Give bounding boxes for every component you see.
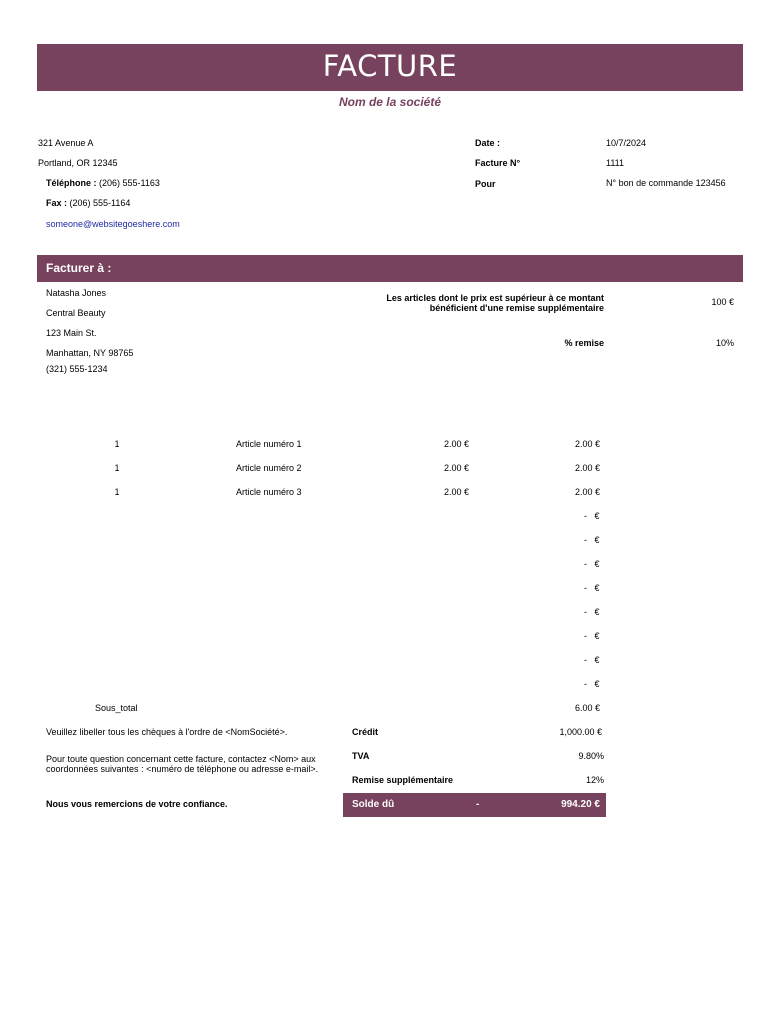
item-line-total: 2.00 € bbox=[574, 463, 600, 473]
empty-dash: - bbox=[584, 679, 587, 689]
empty-row-total bbox=[584, 655, 600, 665]
balance-due-value: 994.20 € bbox=[561, 799, 600, 810]
discount-threshold-label bbox=[340, 293, 604, 313]
subtotal-label: Sous_total bbox=[95, 703, 138, 713]
empty-currency: € bbox=[594, 655, 600, 665]
empty-currency: € bbox=[594, 559, 600, 569]
balance-due-dash: - bbox=[476, 799, 480, 810]
item-description: Article numéro 3 bbox=[236, 487, 302, 497]
extra-discount-label: Remise supplémentaire bbox=[352, 775, 454, 785]
contact-note-line-2: coordonnées suivantes : <numéro de téléphone ou adresse e-mail>. bbox=[46, 764, 319, 774]
phone-value: (206) 555-1163 bbox=[99, 178, 160, 188]
bill-to-street: 123 Main St. bbox=[46, 328, 97, 338]
subtotal-value: 6.00 € bbox=[574, 703, 600, 713]
credit-label: Crédit bbox=[352, 727, 379, 737]
discount-threshold-value: 100 € bbox=[711, 297, 734, 307]
empty-currency: € bbox=[594, 607, 600, 617]
item-unit-price: 2.00 € bbox=[443, 487, 469, 497]
empty-row-total bbox=[584, 511, 600, 521]
for-label: Pour bbox=[475, 179, 496, 189]
company-name: Nom de la société bbox=[338, 95, 442, 109]
empty-dash: - bbox=[584, 607, 587, 617]
invoice-number-label: Facture N° bbox=[475, 158, 521, 168]
contact-note bbox=[46, 754, 318, 774]
tva-label: TVA bbox=[352, 751, 370, 761]
sender-fax bbox=[46, 198, 130, 208]
extra-discount-value: 12% bbox=[585, 775, 604, 785]
item-line-total: 2.00 € bbox=[574, 487, 600, 497]
balance-due-label: Solde dû bbox=[352, 799, 395, 810]
empty-row-total bbox=[584, 559, 600, 569]
empty-row-total bbox=[584, 535, 600, 545]
item-qty: 1 bbox=[114, 487, 120, 497]
bill-to-heading: Facturer à : bbox=[46, 261, 112, 275]
fax-label: Fax : bbox=[46, 198, 68, 208]
discount-percent-label: % remise bbox=[564, 338, 604, 348]
empty-currency: € bbox=[594, 631, 600, 641]
date-label: Date : bbox=[475, 138, 501, 148]
item-qty: 1 bbox=[114, 463, 120, 473]
phone-label: Téléphone : bbox=[46, 178, 97, 188]
empty-dash: - bbox=[584, 631, 587, 641]
item-unit-price: 2.00 € bbox=[443, 439, 469, 449]
credit-value: 1,000.00 € bbox=[559, 727, 602, 737]
empty-dash: - bbox=[584, 511, 587, 521]
item-description: Article numéro 1 bbox=[236, 439, 302, 449]
empty-dash: - bbox=[584, 535, 587, 545]
empty-currency: € bbox=[594, 511, 600, 521]
empty-dash: - bbox=[584, 583, 587, 593]
item-line-total: 2.00 € bbox=[574, 439, 600, 449]
date-value: 10/7/2024 bbox=[606, 138, 647, 148]
discount-threshold-label-line-1: Les articles dont le prix est supérieur à ce montant bbox=[386, 293, 604, 303]
empty-row-total bbox=[584, 679, 600, 689]
empty-dash: - bbox=[584, 655, 587, 665]
empty-row-total bbox=[584, 583, 600, 593]
contact-note-line-1: Pour toute question concernant cette facture, contactez <Nom> aux bbox=[46, 754, 316, 764]
empty-currency: € bbox=[594, 679, 600, 689]
balance-due-bar bbox=[343, 793, 606, 817]
sender-phone bbox=[46, 178, 160, 188]
purchase-order-value: N° bon de commande 123456 bbox=[606, 178, 726, 188]
thanks-note: Nous vous remercions de votre confiance. bbox=[46, 799, 228, 809]
discount-percent-value: 10% bbox=[715, 338, 734, 348]
sender-email[interactable]: someone@websitegoeshere.com bbox=[46, 219, 180, 229]
fax-value: (206) 555-1164 bbox=[69, 198, 131, 208]
empty-row-total bbox=[584, 607, 600, 617]
bill-to-bar bbox=[37, 255, 743, 282]
empty-row-total bbox=[584, 631, 600, 641]
item-unit-price: 2.00 € bbox=[443, 463, 469, 473]
item-description: Article numéro 2 bbox=[236, 463, 302, 473]
sender-address-line-2: Portland, OR 12345 bbox=[38, 158, 118, 168]
tva-value: 9.80% bbox=[578, 751, 604, 761]
bill-to-name: Natasha Jones bbox=[46, 288, 107, 298]
cheque-note: Veuillez libeller tous les chèques à l'ordre de <NomSociété>. bbox=[46, 727, 288, 737]
invoice-number-value: 1111 bbox=[606, 158, 625, 168]
title-bar bbox=[37, 44, 743, 91]
bill-to-phone: (321) 555-1234 bbox=[46, 364, 108, 374]
empty-dash: - bbox=[584, 559, 587, 569]
empty-currency: € bbox=[594, 535, 600, 545]
bill-to-company: Central Beauty bbox=[46, 308, 106, 318]
bill-to-city: Manhattan, NY 98765 bbox=[46, 348, 134, 358]
invoice-title: FACTURE bbox=[322, 49, 458, 83]
discount-threshold-label-line-2: bénéficient d'une remise supplémentaire bbox=[429, 303, 604, 313]
empty-currency: € bbox=[594, 583, 600, 593]
item-qty: 1 bbox=[114, 439, 120, 449]
sender-address-line-1: 321 Avenue A bbox=[38, 138, 94, 148]
